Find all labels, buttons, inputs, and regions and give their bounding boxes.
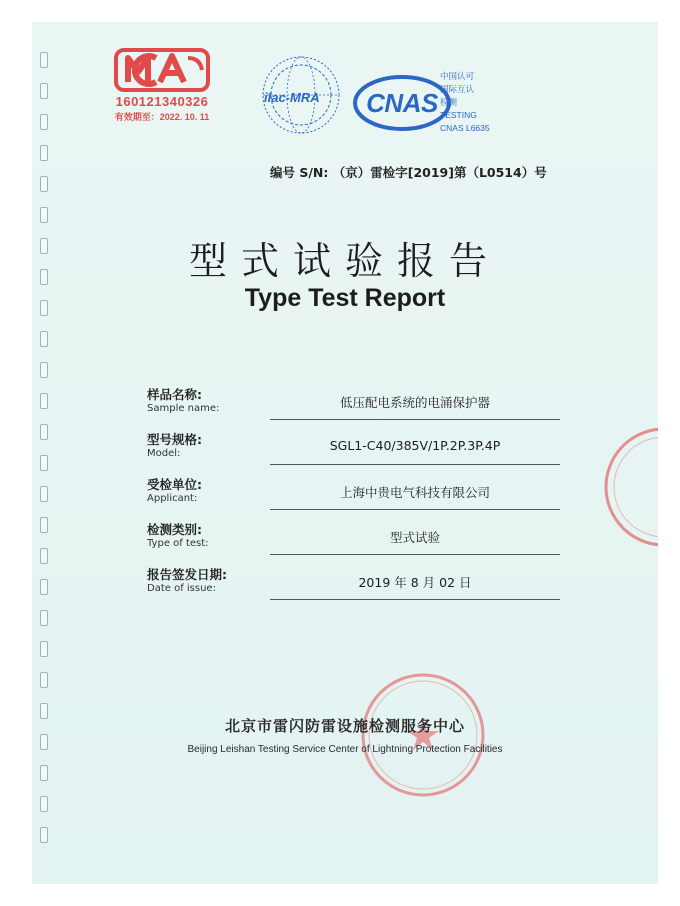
cnas-side-line: 国际互认	[440, 84, 475, 94]
binding-hole	[40, 83, 48, 99]
field-label-en: Sample name:	[147, 403, 220, 414]
field-label-en: Applicant:	[147, 493, 198, 504]
binding-hole	[40, 393, 48, 409]
cma-number: 160121340326	[115, 94, 209, 109]
field-label-en: Date of issue:	[147, 583, 216, 594]
binding-hole	[40, 176, 48, 192]
field-type-of-test	[112, 520, 592, 560]
cma-logo	[102, 48, 222, 123]
field-label-cn: 检测类别:	[147, 522, 202, 537]
organization-chinese: 北京市雷闪防雷设施检测服务中心	[224, 717, 465, 735]
field-label-cn: 样品名称:	[147, 387, 202, 402]
cnas-side-line: TESTING	[440, 110, 477, 120]
field-underline	[270, 509, 560, 510]
cnas-side-text	[440, 70, 490, 135]
field-label-en: Type of test:	[147, 538, 209, 549]
field-applicant	[112, 475, 592, 515]
binding-hole	[40, 641, 48, 657]
field-label-cn: 报告签发日期:	[147, 567, 227, 582]
field-date-of-issue	[112, 565, 592, 605]
ilac-mra-label: ilac-MRA	[264, 90, 320, 105]
cnas-side-line: 检测	[440, 97, 458, 107]
binding-hole	[40, 455, 48, 471]
field-model	[112, 430, 592, 470]
binding-hole	[40, 796, 48, 812]
organization-english: Beijing Leishan Testing Service Center of Lightning Protection Facilities	[187, 744, 503, 755]
binding-hole	[40, 579, 48, 595]
field-value: SGL1-C40/385V/1P.2P.3P.4P	[329, 438, 501, 453]
field-value: 上海中贵电气科技有限公司	[339, 485, 490, 500]
field-value: 型式试验	[389, 530, 440, 545]
binding-hole	[40, 362, 48, 378]
serial-number: 编号 S/N: （京）雷检字[2019]第（L0514）号	[270, 165, 547, 180]
binding-hole	[40, 827, 48, 843]
field-underline	[270, 599, 560, 600]
cma-valid-date: 有效期至：2022. 10. 11	[114, 112, 210, 122]
report-cover-page	[32, 22, 658, 884]
field-sample-name	[112, 385, 592, 425]
binding-hole	[40, 672, 48, 688]
field-value: 低压配电系统的电涌保护器	[339, 395, 490, 410]
field-value: 2019 年 8 月 02 日	[358, 575, 472, 590]
binding-hole	[40, 52, 48, 68]
cma-mark-icon	[114, 48, 210, 92]
binding-hole	[40, 765, 48, 781]
binding-hole	[40, 517, 48, 533]
partial-seal-stamp	[602, 422, 658, 552]
field-underline	[270, 419, 560, 420]
cnas-label: CNAS	[366, 88, 438, 118]
cnas-side-line: 中国认可	[440, 71, 475, 81]
binding-hole	[40, 486, 48, 502]
title-chinese: 型式试验报告	[188, 239, 501, 283]
binding-hole	[40, 207, 48, 223]
binding-hole	[40, 548, 48, 564]
binding-hole	[40, 424, 48, 440]
title-english: Type Test Report	[244, 284, 446, 312]
field-label-cn: 受检单位:	[147, 477, 202, 492]
field-underline	[270, 554, 560, 555]
binding-hole	[40, 145, 48, 161]
cnas-side-line: CNAS L6635	[440, 123, 490, 133]
field-label-cn: 型号规格:	[147, 432, 202, 447]
binding-hole	[40, 114, 48, 130]
binding-hole	[40, 610, 48, 626]
binding-hole	[40, 331, 48, 347]
field-underline	[270, 464, 560, 465]
field-label-en: Model:	[147, 448, 181, 459]
